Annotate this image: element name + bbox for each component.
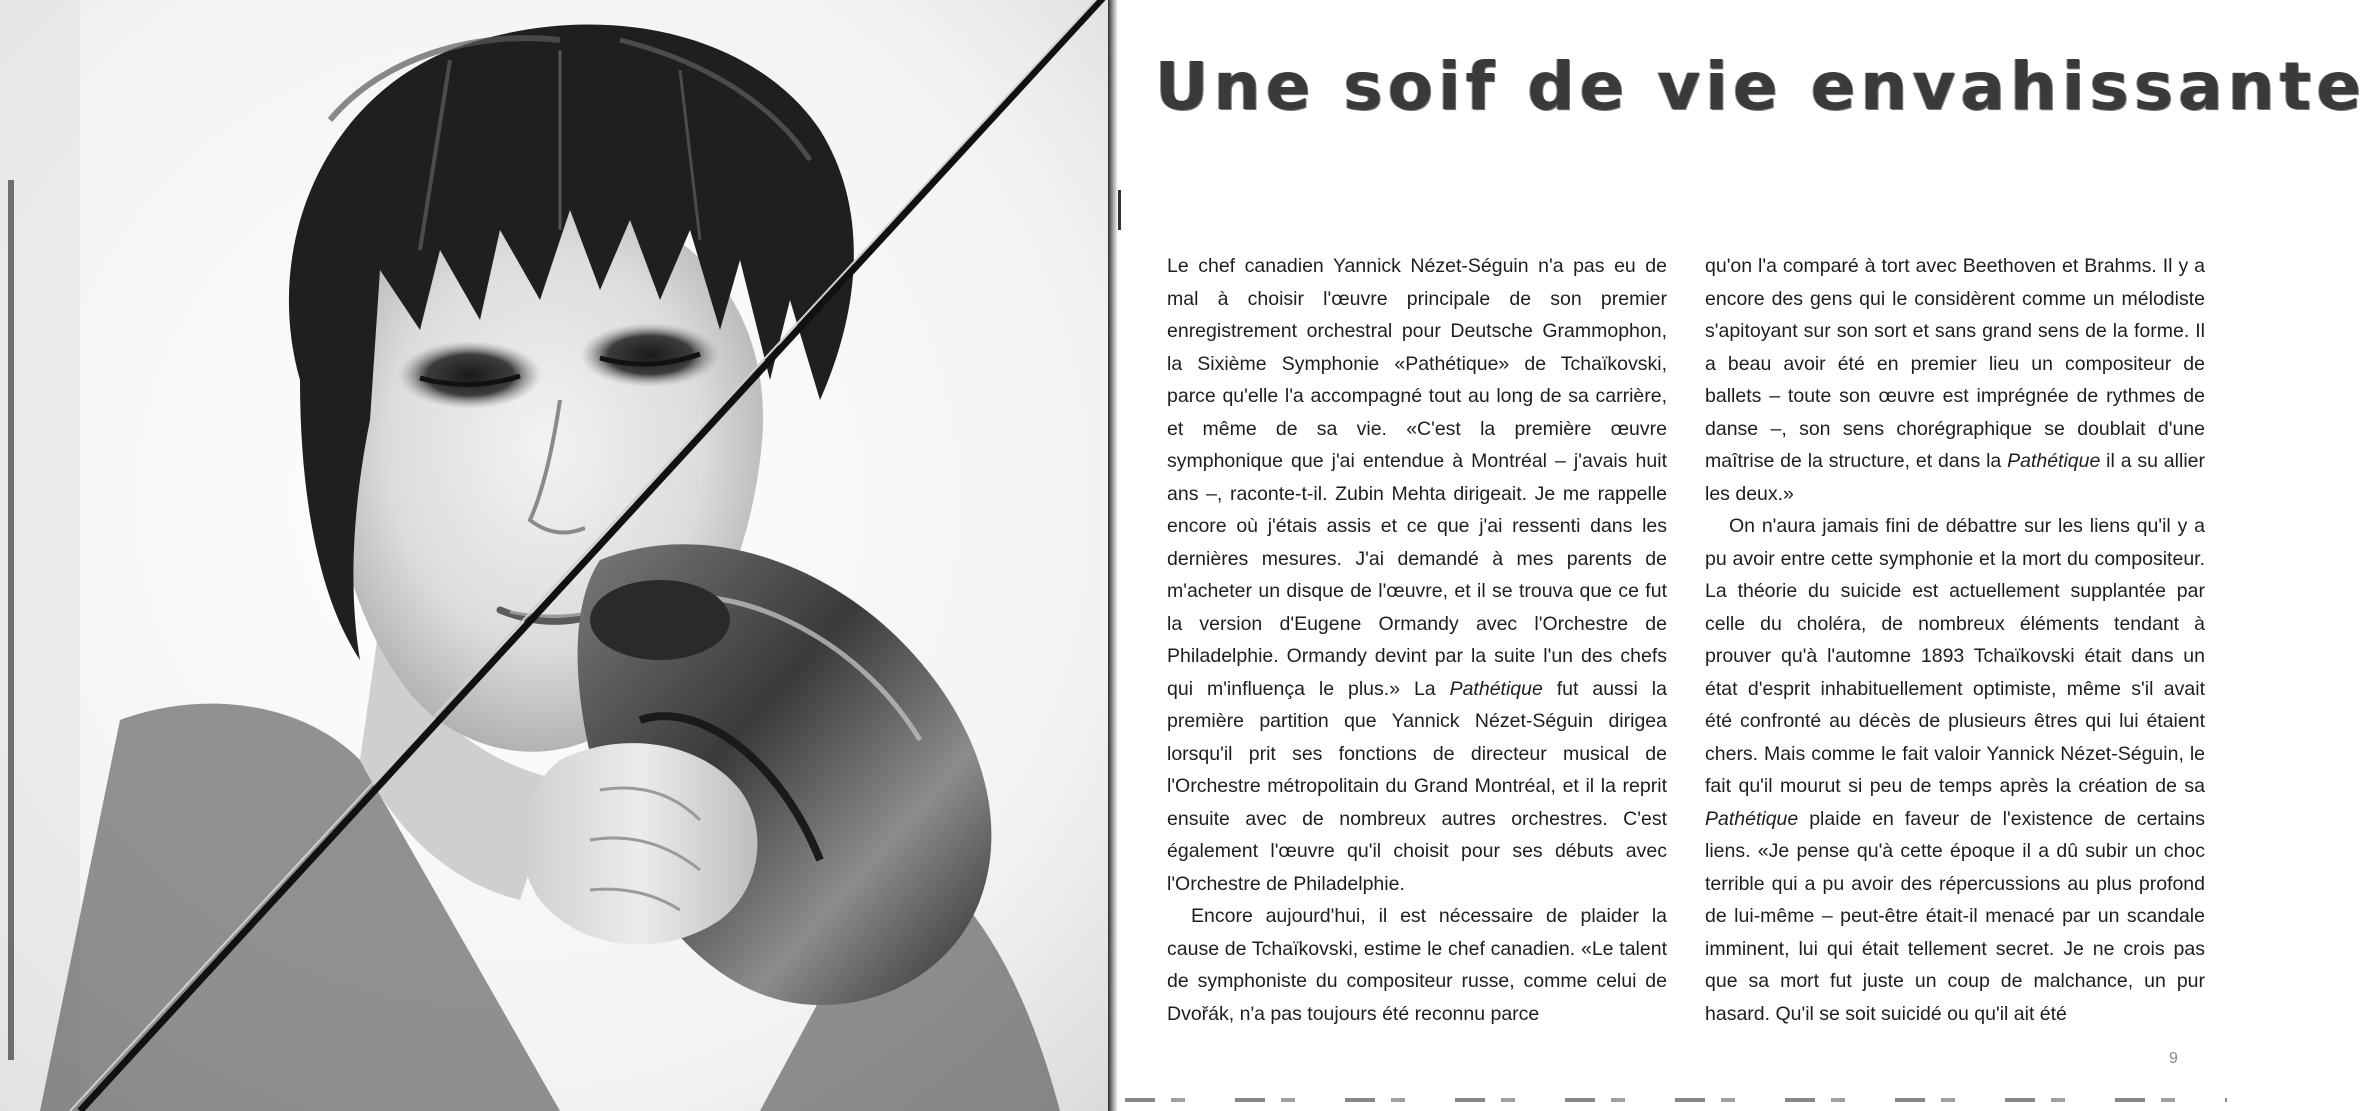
paragraph-text: Encore aujourd'hui, il est nécessaire de plaider la cause de Tchaïkovski, estime le chef canadien. «Le talent de symphoniste du compositeur russe, comme celui de Dvořák, n'a pas toujours été reconnu parce <box>1167 905 1667 1025</box>
bottom-rule <box>1125 1098 2227 1102</box>
article-headline: Une soif de vie envahissante <box>1155 48 2366 125</box>
page-number: 9 <box>2169 1050 2178 1067</box>
italic-title: Pathétique <box>2007 450 2101 472</box>
paragraph-text: qu'on l'a comparé à tort avec Beethoven et Brahms. Il y a encore des gens qui le considèrent comme un mélodiste s'apitoyant sur son sort et sans grand sens de la forme. Il a beau avoir été en premier lieu un compositeur de ballets – toute son œuvre est imprégnée de rythmes de danse –, son sens chorégraphique se doublait d'une maîtrise de la structure, et dans la <box>1705 255 2205 472</box>
article-column-left <box>1167 250 1667 1030</box>
article-column-right <box>1705 250 2205 1030</box>
paragraph-text: On n'aura jamais fini de débattre sur les liens qu'il y a pu avoir entre cette symphonie et la mort du compositeur. La théorie du suicide est actuellement supplantée par celle du choléra, de nombreux éléments tendant à prouver qu'à l'automne 1893 Tchaïkovski était dans un état d'esprit inhabituellement optimiste, même s'il avait été confronté au décès de plusieurs êtres qui lui étaient chers. Mais comme le fait valoir Yannick Nézet-Séguin, le fait qu'il mourut si peu de temps après la création de sa <box>1705 515 2205 797</box>
paragraph <box>1167 900 1667 1030</box>
italic-title: Pathétique <box>1705 807 1799 830</box>
article-page <box>1125 0 2366 1111</box>
violinist-photo <box>0 0 1110 1111</box>
paragraph <box>1705 510 2205 1030</box>
page-gutter <box>1108 0 1118 1111</box>
paragraph <box>1705 250 2205 510</box>
photo-page <box>0 0 1110 1111</box>
paragraph-text: fut aussi la première partition que Yannick Nézet-Séguin dirigea lorsqu'il prit ses fonctions de directeur musical de l'Orchestre métropolitain du Grand Montréal, et il la reprit ensuite avec de nombreux autres orchestres. C'est également l'œuvre qu'il choisit pour ses débuts avec l'Orchestre de Philadelphie. <box>1167 677 1667 895</box>
spine-mark <box>1118 190 1121 230</box>
italic-title: Pathétique <box>1449 677 1543 700</box>
paragraph-text: il a su allier les deux.» <box>1705 450 2205 505</box>
paragraph-text: Le chef canadien Yannick Nézet-Séguin n'a pas eu de mal à choisir l'œuvre principale de son premier enregistrement orchestral pour Deutsche Grammophon, la Sixième Symphonie «Pathétique» de Tchaïkovski, parce qu'elle l'a accompagné tout au long de sa carrière, et même de sa vie. «C'est la première œuvre symphonique que j'ai entendue à Montréal – j'avais huit ans –, raconte-t-il. Zubin Mehta dirigeait. Je me rappelle encore où j'étais assis et ce que j'ai ressenti dans les dernières mesures. J'ai demandé à mes parents de m'acheter un disque de l'œuvre, et il se trouva que ce fut la version d'Eugene Ormandy avec l'Orchestre de Philadelphie. Ormandy devint par la suite l'un des chefs qui m'influença le plus.» La <box>1167 255 1667 700</box>
paragraph-text: plaide en faveur de l'existence de certains liens. «Je pense qu'à cette époque il a dû subir un choc terrible qui a pu avoir des répercussions au plus profond de lui-même – peut-être était-il menacé par un scandale imminent, lui qui était tellement secret. Je ne crois pas que sa mort fut juste un coup de malchance, un pur hasard. Qu'il se soit suicidé ou qu'il ait été <box>1705 807 2205 1025</box>
paragraph <box>1167 250 1667 900</box>
